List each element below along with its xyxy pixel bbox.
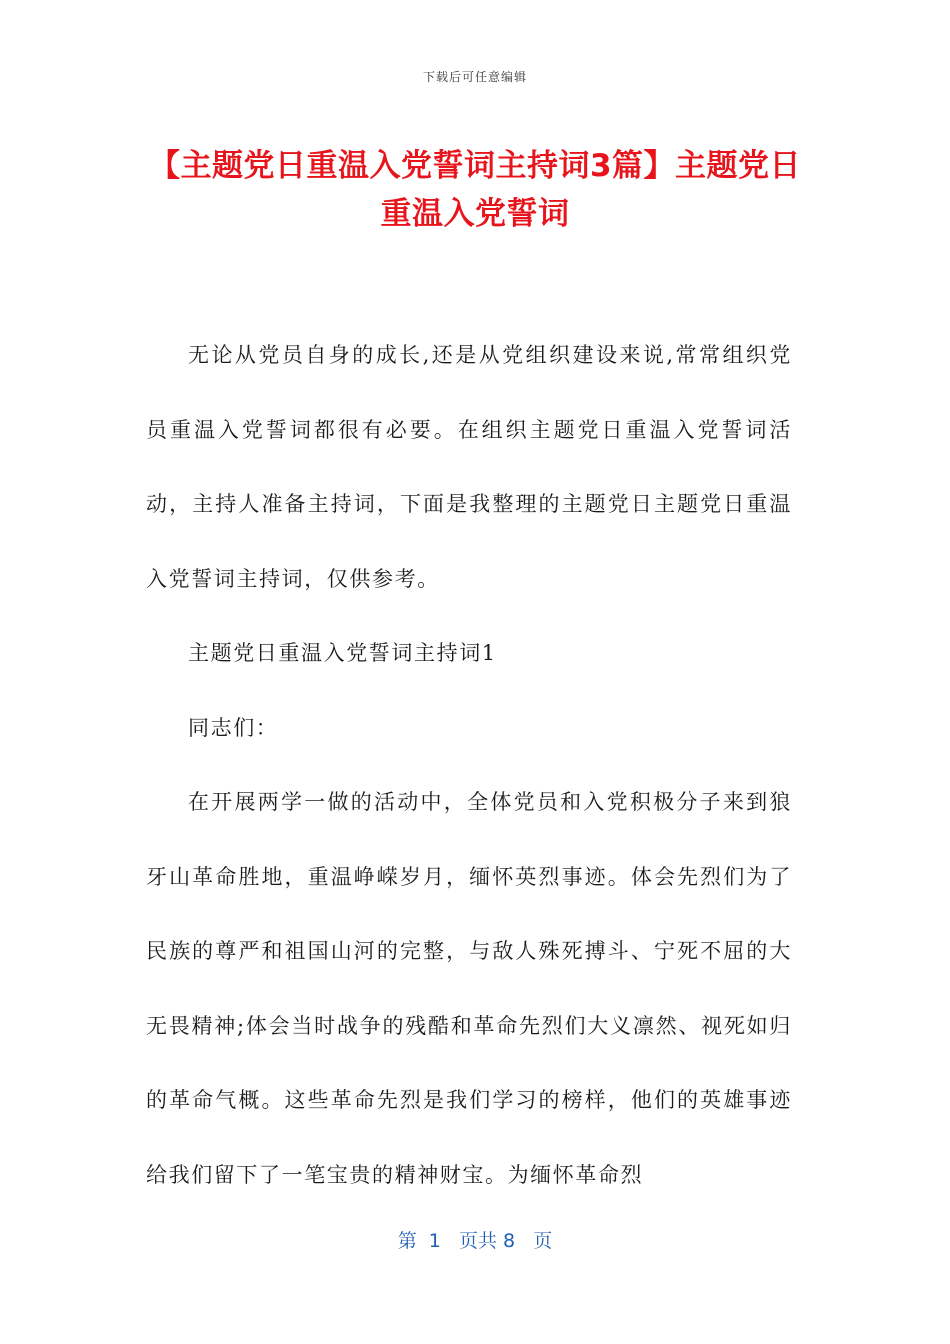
paragraph-main: 在开展两学一做的活动中，全体党员和入党积极分子来到狼牙山革命胜地，重温峥嵘岁月，缅怀英烈事迹。体会先烈们为了民族的尊严和祖国山河的完整，与敌人殊死搏斗、宁死不屈的大无畏精神;体会当时战争的残酷和革命先烈们大义凛然、视死如归的革命气概。这些革命先烈是我们学习的榜样，他们的英雄事迹给我们留下了一笔宝贵的精神财宝。为缅怀革命烈 [146, 790, 792, 1187]
paragraph-intro: 无论从党员自身的成长,还是从党组织建设来说,常常组织党员重温入党誓词都很有必要。在组织主题党日重温入党誓词活动，主持人准备主持词，下面是我整理的主题党日主题党日重温入党誓词主持词，仅供参考。 [146, 343, 792, 591]
header-note: 下载后可任意编辑 [422, 70, 527, 84]
document-body [146, 318, 792, 1212]
paragraph-salutation: 同志们： [188, 715, 279, 740]
page-number-footer: 第 1 页共 8 页 [397, 1230, 553, 1252]
document-title: 【主题党日重温入党誓词主持词3篇】主题党日重温入党誓词 [148, 148, 802, 232]
paragraph-section-heading: 主题党日重温入党誓词主持词1 [188, 641, 497, 665]
